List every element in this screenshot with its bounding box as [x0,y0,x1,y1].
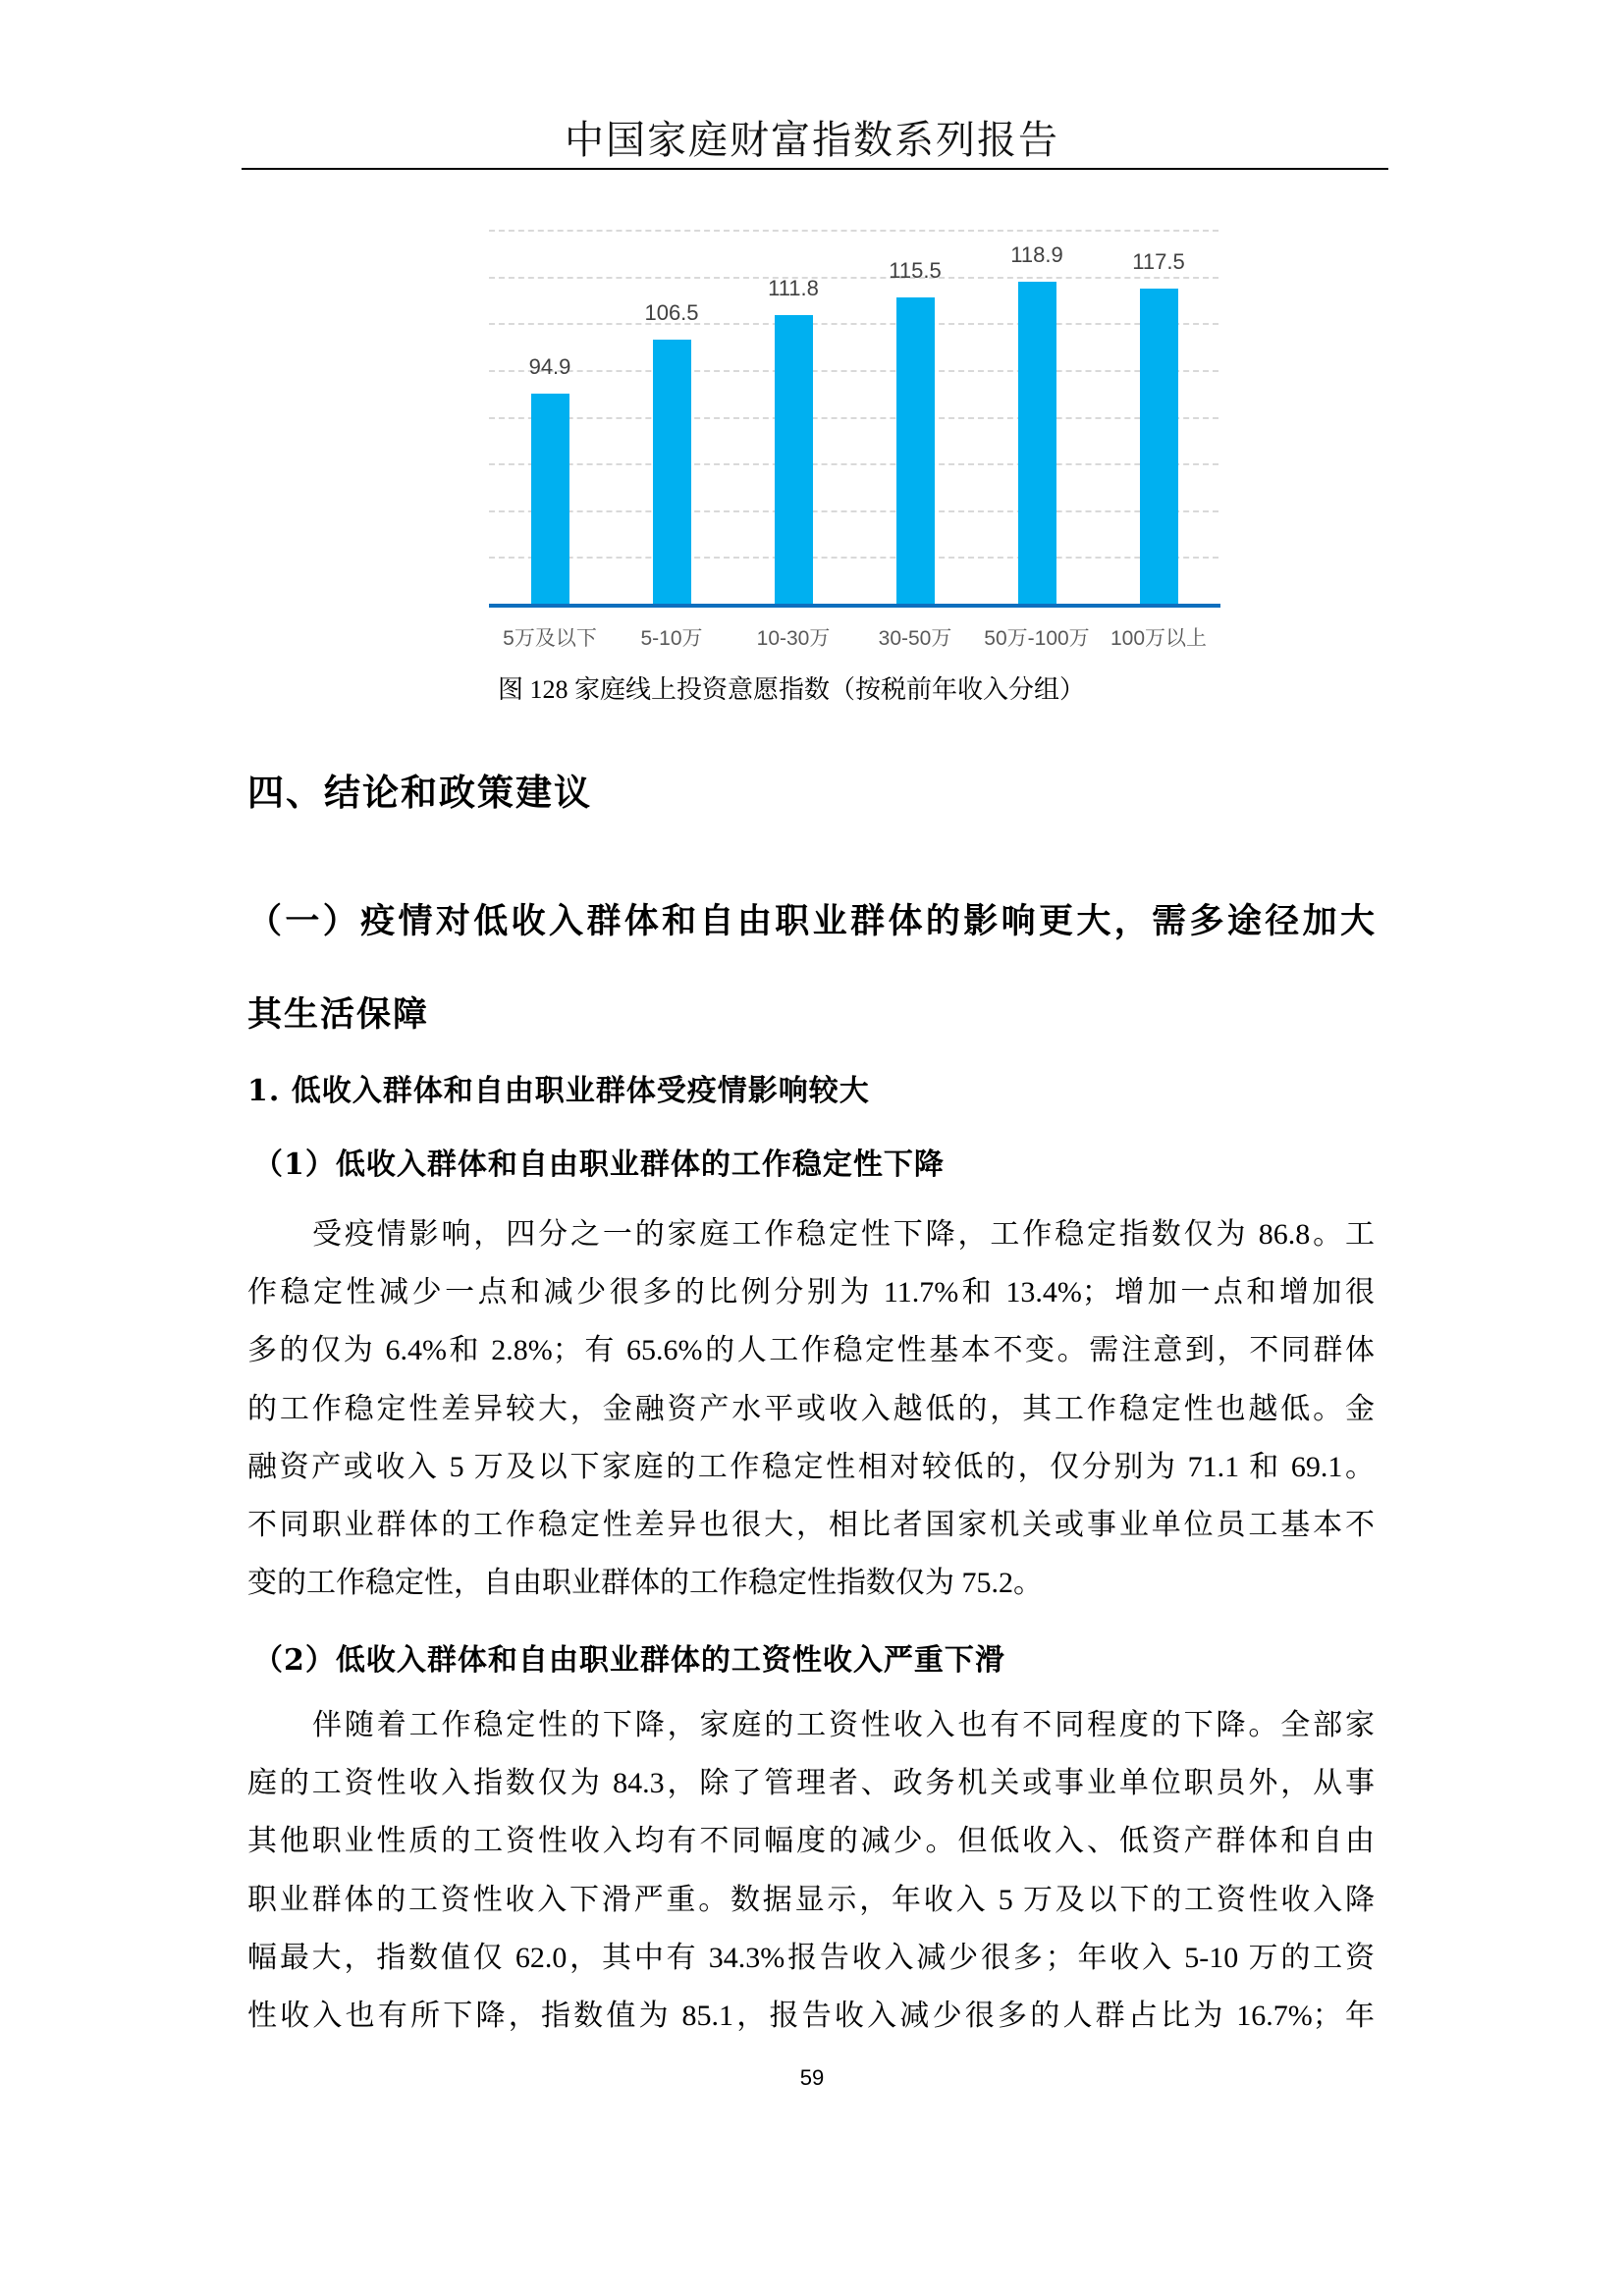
bar [775,315,813,604]
bar-value-label: 106.5 [644,299,699,325]
bar-value-label: 111.8 [768,275,819,300]
paragraph-line: 不同职业群体的工作稳定性差异也很大，相比者国家机关或事业单位员工基本不 [247,1509,1375,1541]
gridline [489,277,1218,279]
paragraph-line: 多的仅为 6.4%和 2.8%；有 65.6%的人工作稳定性基本不变。需注意到，不同群体 [247,1334,1375,1367]
bar-value-label: 118.9 [1010,241,1063,267]
bar-value-label: 94.9 [528,354,571,380]
bar-value-label: 117.5 [1132,248,1185,274]
paragraph-line: 融资产或收入 5 万及以下家庭的工作稳定性相对较低的，仅分别为 71.1 和 69.1。 [247,1450,1375,1483]
page-number: 59 [799,2065,825,2090]
gridline [489,417,1218,419]
gridline [489,463,1218,465]
gridline [489,323,1218,325]
gridline [489,510,1218,512]
gridline [489,557,1218,559]
paragraph-line: 变的工作稳定性，自由职业群体的工作稳定性指数仅为 75.2。 [247,1567,1043,1600]
bar-chart [0,0,1624,726]
paragraph-line: 作稳定性减少一点和减少很多的比例分别为 11.7%和 13.4%；增加一点和增加很 [247,1276,1375,1309]
paragraph-line: 幅最大，指数值仅 62.0，其中有 34.3%报告收入减少很多；年收入 5-10 万的工资 [247,1941,1375,1974]
section-heading-line-1: （一）疫情对低收入群体和自由职业群体的影响更大，需多途径加大 [247,901,1377,941]
category-label: 50万-100万 [984,627,1090,650]
item2-heading: （2）低收入群体和自由职业群体的工资性收入严重下滑 [253,1643,1005,1678]
paragraph-line: 性收入也有所下降，指数值为 85.1，报告收入减少很多的人群占比为 16.7%；年 [247,2000,1375,2032]
category-label: 5万及以下 [503,627,597,650]
category-label: 5-10万 [640,627,703,650]
paragraph-line: 职业群体的工资性收入下滑严重。数据显示，年收入 5 万及以下的工资性收入降 [247,1883,1375,1916]
category-label: 10-30万 [756,627,831,650]
paragraph-line: 其他职业性质的工资性收入均有不同幅度的减少。但低收入、低资产群体和自由 [247,1825,1375,1858]
bar-value-label: 115.5 [889,258,942,284]
gridline [489,230,1218,232]
bar [1018,282,1056,604]
running-header-title: 中国家庭财富指数系列报告 [565,118,1059,163]
bar [896,297,935,604]
bar [653,340,691,604]
paragraph-line: 受疫情影响，四分之一的家庭工作稳定性下降，工作稳定指数仅为 86.8。工 [312,1218,1375,1251]
paragraph-line: 的工作稳定性差异较大，金融资产水平或收入越低的，其工作稳定性也越低。金 [247,1392,1375,1425]
subsection-heading: 1. 低收入群体和自由职业群体受疫情影响较大 [247,1074,870,1108]
figure-caption: 图 128 家庭线上投资意愿指数（按税前年收入分组） [498,675,1086,704]
chapter-heading: 四、结论和政策建议 [247,772,592,814]
x-axis-line [489,604,1220,608]
paragraph-line: 庭的工资性收入指数仅为 84.3，除了管理者、政务机关或事业单位职员外，从事 [247,1767,1375,1800]
category-label: 100万以上 [1110,627,1208,650]
section-heading-line-2: 其生活保障 [247,994,430,1035]
category-label: 30-50万 [878,627,952,650]
bar [531,394,569,604]
item1-heading: （1）低收入群体和自由职业群体的工作稳定性下降 [253,1148,945,1182]
paragraph-line: 伴随着工作稳定性的下降，家庭的工资性收入也有不同程度的下降。全部家 [312,1709,1375,1741]
bar [1140,289,1178,604]
